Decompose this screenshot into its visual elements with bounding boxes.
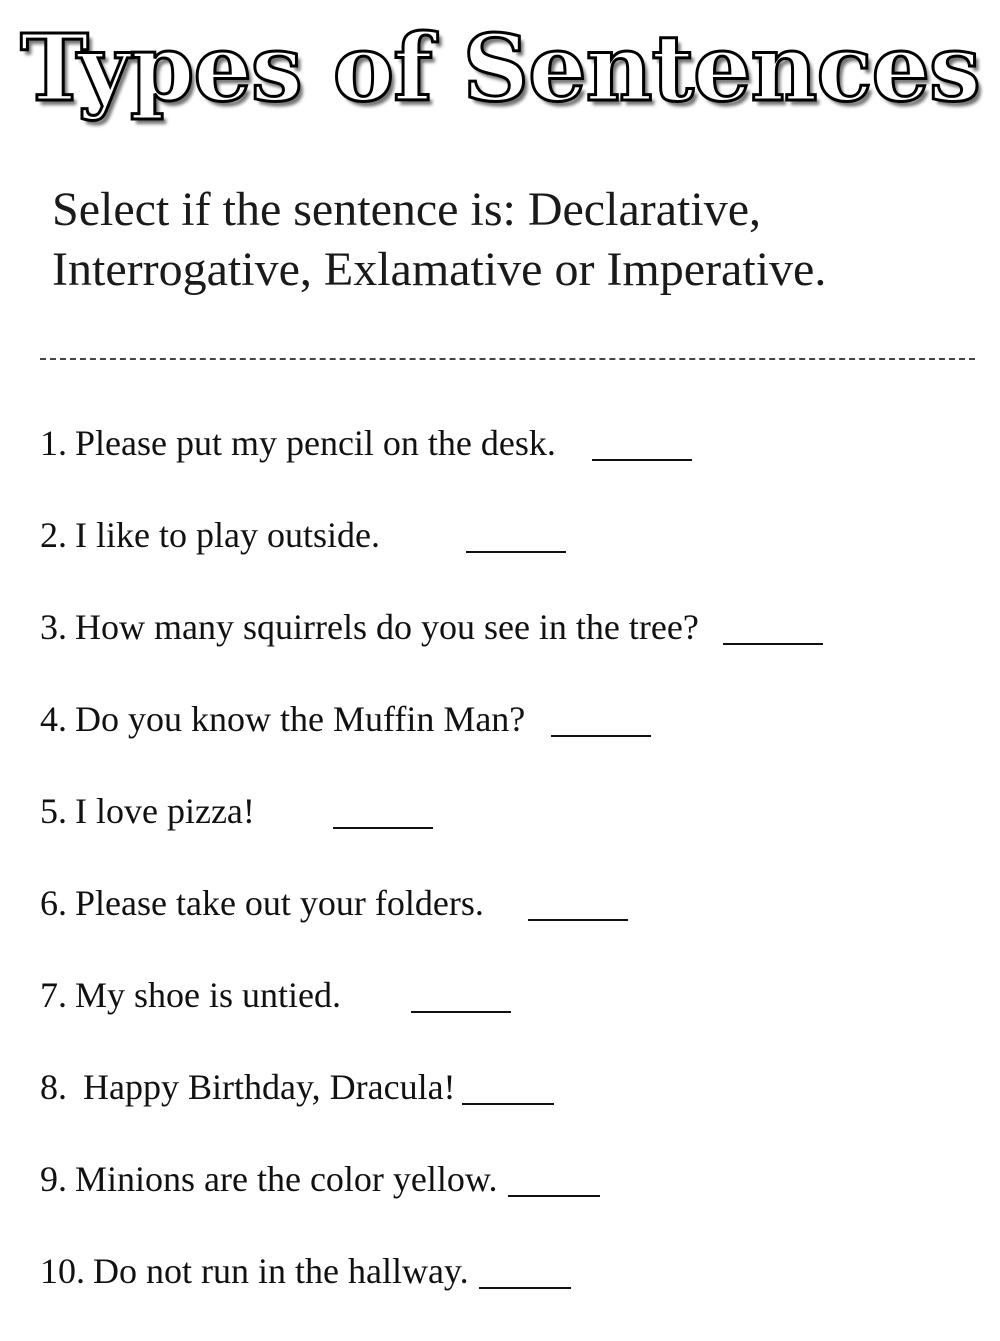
answer-blank[interactable] <box>508 1195 600 1197</box>
answer-blank[interactable] <box>479 1287 571 1289</box>
question-number: 5. <box>40 791 67 831</box>
answer-blank[interactable] <box>723 643 823 645</box>
question-text: Please put my pencil on the desk. <box>75 423 556 463</box>
question-number: 9. <box>40 1159 67 1199</box>
question-text: I love pizza! <box>75 791 255 831</box>
question-number: 1. <box>40 423 67 463</box>
question-text: I like to play outside. <box>75 515 380 555</box>
question-list <box>40 415 980 1335</box>
answer-blank[interactable] <box>592 459 692 461</box>
instructions <box>52 180 952 300</box>
question-text: Minions are the color yellow. <box>75 1159 498 1199</box>
question-number: 6. <box>40 883 67 923</box>
question-6 <box>40 875 980 967</box>
instructions-line-1: Select if the sentence is: Declarative, <box>52 183 762 236</box>
question-text: How many squirrels do you see in the tree? <box>75 607 699 647</box>
answer-blank[interactable] <box>466 551 566 553</box>
question-3 <box>40 599 980 691</box>
question-10 <box>40 1243 980 1335</box>
question-1 <box>40 415 980 507</box>
question-text: Please take out your folders. <box>75 883 484 923</box>
answer-blank[interactable] <box>411 1011 511 1013</box>
answer-blank[interactable] <box>528 919 628 921</box>
question-number: 3. <box>40 607 67 647</box>
answer-blank[interactable] <box>333 827 433 829</box>
question-text: Happy Birthday, Dracula! <box>83 1067 456 1107</box>
question-8 <box>40 1059 980 1151</box>
question-number: 4. <box>40 699 67 739</box>
question-9 <box>40 1151 980 1243</box>
answer-blank[interactable] <box>551 735 651 737</box>
question-number: 2. <box>40 515 67 555</box>
question-number: 10. <box>40 1251 85 1291</box>
question-2 <box>40 507 980 599</box>
question-5 <box>40 783 980 875</box>
question-4 <box>40 691 980 783</box>
question-text: My shoe is untied. <box>75 975 341 1015</box>
question-text: Do you know the Muffin Man? <box>75 699 526 739</box>
worksheet-title: Types of Sentences <box>20 14 980 122</box>
question-number: 7. <box>40 975 67 1015</box>
question-text: Do not run in the hallway. <box>93 1251 469 1291</box>
answer-blank[interactable] <box>462 1103 554 1105</box>
question-number: 8. <box>40 1067 67 1107</box>
dashed-divider <box>40 358 975 360</box>
instructions-line-2: Interrogative, Exlamative or Imperative. <box>52 243 827 296</box>
question-7 <box>40 967 980 1059</box>
